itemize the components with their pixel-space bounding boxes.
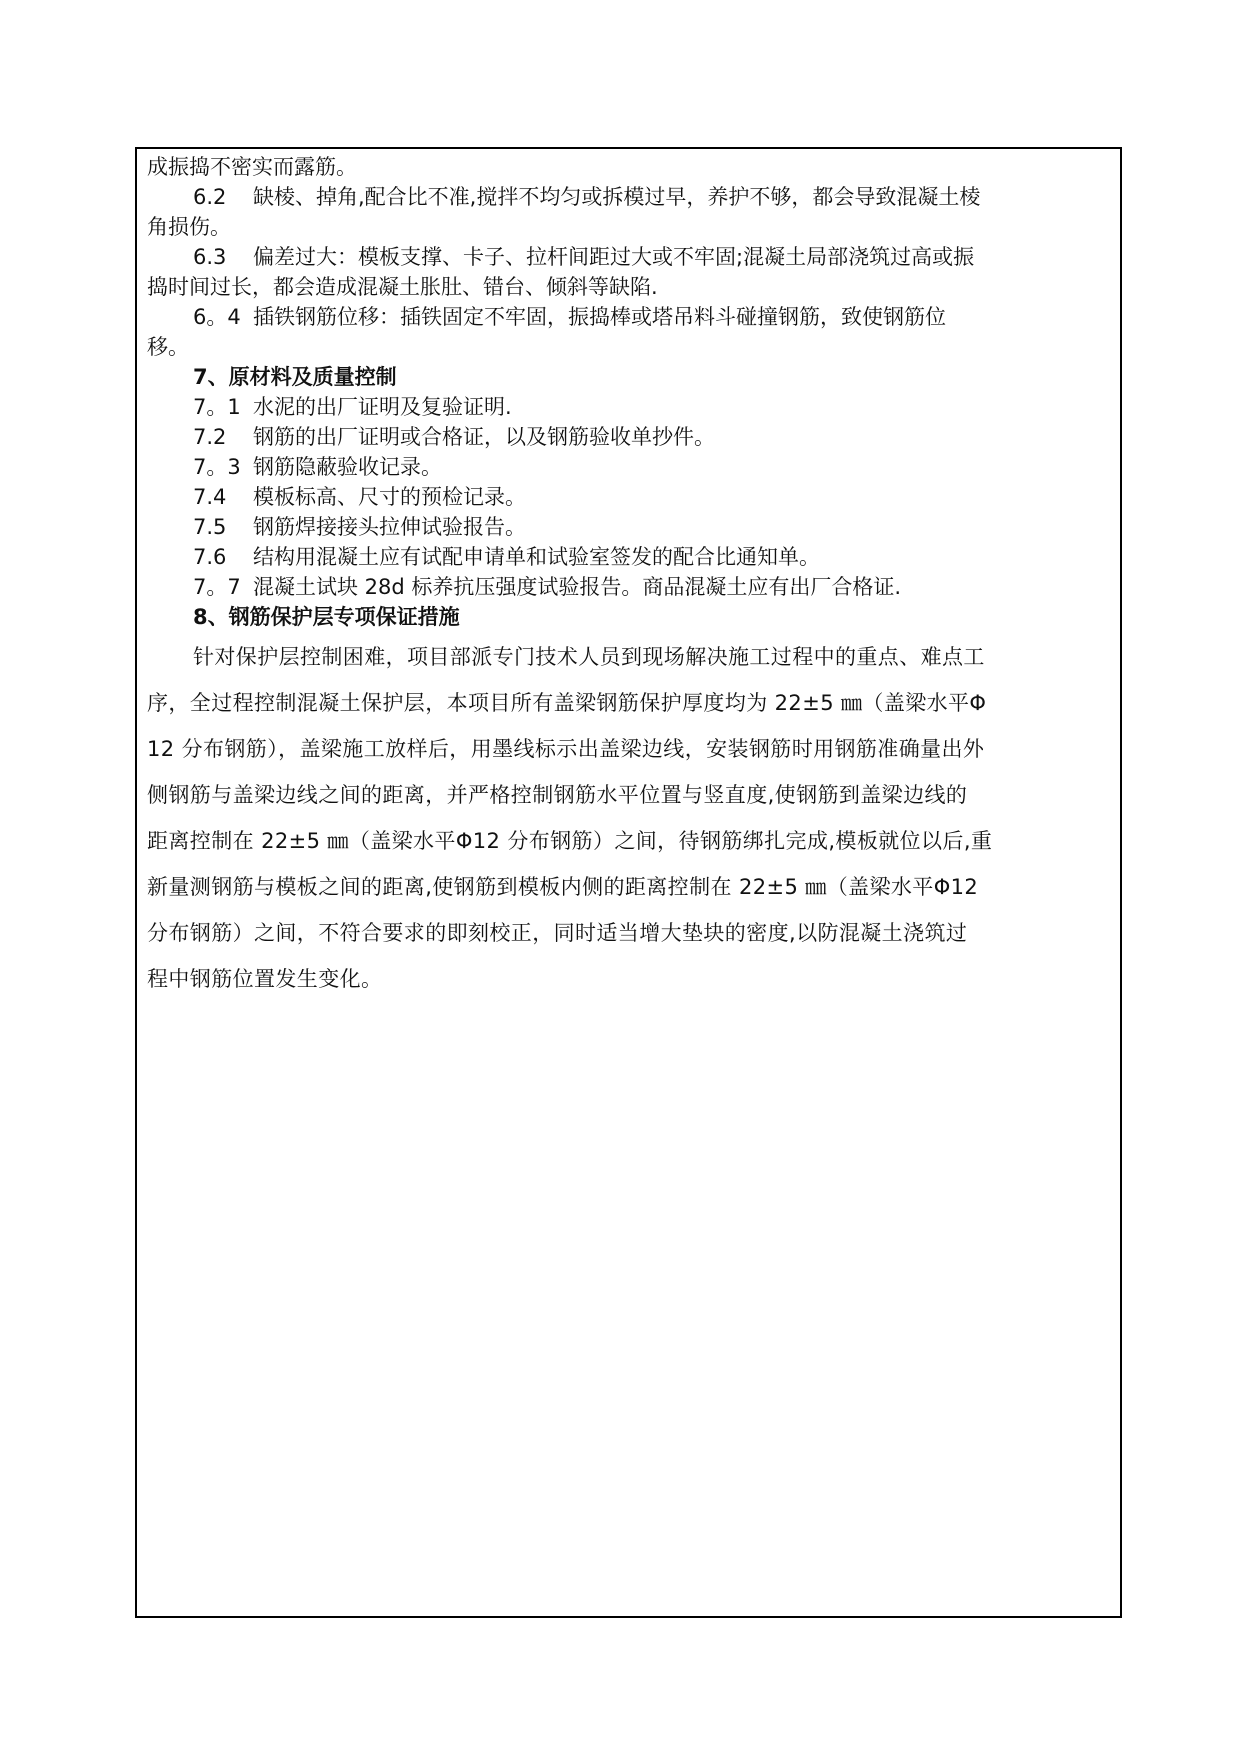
list-item-6-2 xyxy=(193,182,980,212)
text-line: 角损伤。 xyxy=(147,215,231,239)
text-line: 捣时间过长，都会造成混凝土胀肚、错台、倾斜等缺陷. xyxy=(147,275,658,299)
item-text: 模板标高、尺寸的预检记录。 xyxy=(253,485,526,509)
item-text: 插铁钢筋位移：插铁固定不牢固，振捣棒或塔吊料斗碰撞钢筋，致使钢筋位 xyxy=(253,305,946,329)
item-number: 7。7 xyxy=(193,575,241,599)
item-number: 7.2 xyxy=(193,425,227,449)
section-heading-7: 7、原材料及质量控制 xyxy=(193,365,397,389)
item-number: 6.2 xyxy=(193,185,227,209)
list-item-7-2 xyxy=(193,422,715,452)
list-item-6-4 xyxy=(193,302,946,332)
item-number: 7.6 xyxy=(193,545,227,569)
item-number: 7。1 xyxy=(193,395,241,419)
paragraph-line: 12 分布钢筋），盖梁施工放样后，用墨线标示出盖梁边线，安装钢筋时用钢筋准确量出外 xyxy=(147,737,985,761)
paragraph-line: 针对保护层控制困难，项目部派专门技术人员到现场解决施工过程中的重点、难点工 xyxy=(193,645,985,669)
paragraph-line: 序，全过程控制混凝土保护层，本项目所有盖梁钢筋保护厚度均为 22±5 ㎜（盖梁水平Φ xyxy=(147,691,987,715)
paragraph-line: 新量测钢筋与模板之间的距离,使钢筋到模板内侧的距离控制在 22±5 ㎜（盖梁水平Φ12 xyxy=(147,875,979,899)
item-number: 7.5 xyxy=(193,515,227,539)
item-number: 6。4 xyxy=(193,305,241,329)
item-text: 钢筋隐蔽验收记录。 xyxy=(253,455,442,479)
item-text: 偏差过大：模板支撑、卡子、拉杆间距过大或不牢固;混凝土局部浇筑过高或振 xyxy=(253,245,975,269)
paragraph-line: 程中钢筋位置发生变化。 xyxy=(147,967,383,991)
item-text: 钢筋焊接接头拉伸试验报告。 xyxy=(253,515,526,539)
list-item-7-4 xyxy=(193,482,526,512)
list-item-7-1 xyxy=(193,392,512,422)
item-number: 7.4 xyxy=(193,485,227,509)
item-text: 混凝土试块 28d 标养抗压强度试验报告。商品混凝土应有出厂合格证. xyxy=(253,575,902,599)
text-line: 移。 xyxy=(147,335,189,359)
list-item-7-6 xyxy=(193,542,820,572)
item-number: 7。3 xyxy=(193,455,241,479)
list-item-7-7 xyxy=(193,572,901,602)
item-text: 缺棱、掉角,配合比不准,搅拌不均匀或拆模过早，养护不够，都会导致混凝土棱 xyxy=(253,185,981,209)
list-item-6-3 xyxy=(193,242,974,272)
text-line: 成振捣不密实而露筋。 xyxy=(147,155,357,179)
paragraph-line: 分布钢筋）之间，不符合要求的即刻校正，同时适当增大垫块的密度,以防混凝土浇筑过 xyxy=(147,921,968,945)
item-text: 结构用混凝土应有试配申请单和试验室签发的配合比通知单。 xyxy=(253,545,820,569)
paragraph-line: 距离控制在 22±5 ㎜（盖梁水平Φ12 分布钢筋）之间，待钢筋绑扎完成,模板就位以后,重 xyxy=(147,829,993,853)
list-item-7-3 xyxy=(193,452,442,482)
section-heading-8: 8、钢筋保护层专项保证措施 xyxy=(193,605,460,629)
item-text: 钢筋的出厂证明或合格证，以及钢筋验收单抄件。 xyxy=(253,425,715,449)
paragraph-line: 侧钢筋与盖梁边线之间的距离，并严格控制钢筋水平位置与竖直度,使钢筋到盖梁边线的 xyxy=(147,783,968,807)
item-text: 水泥的出厂证明及复验证明. xyxy=(253,395,512,419)
list-item-7-5 xyxy=(193,512,526,542)
item-number: 6.3 xyxy=(193,245,227,269)
